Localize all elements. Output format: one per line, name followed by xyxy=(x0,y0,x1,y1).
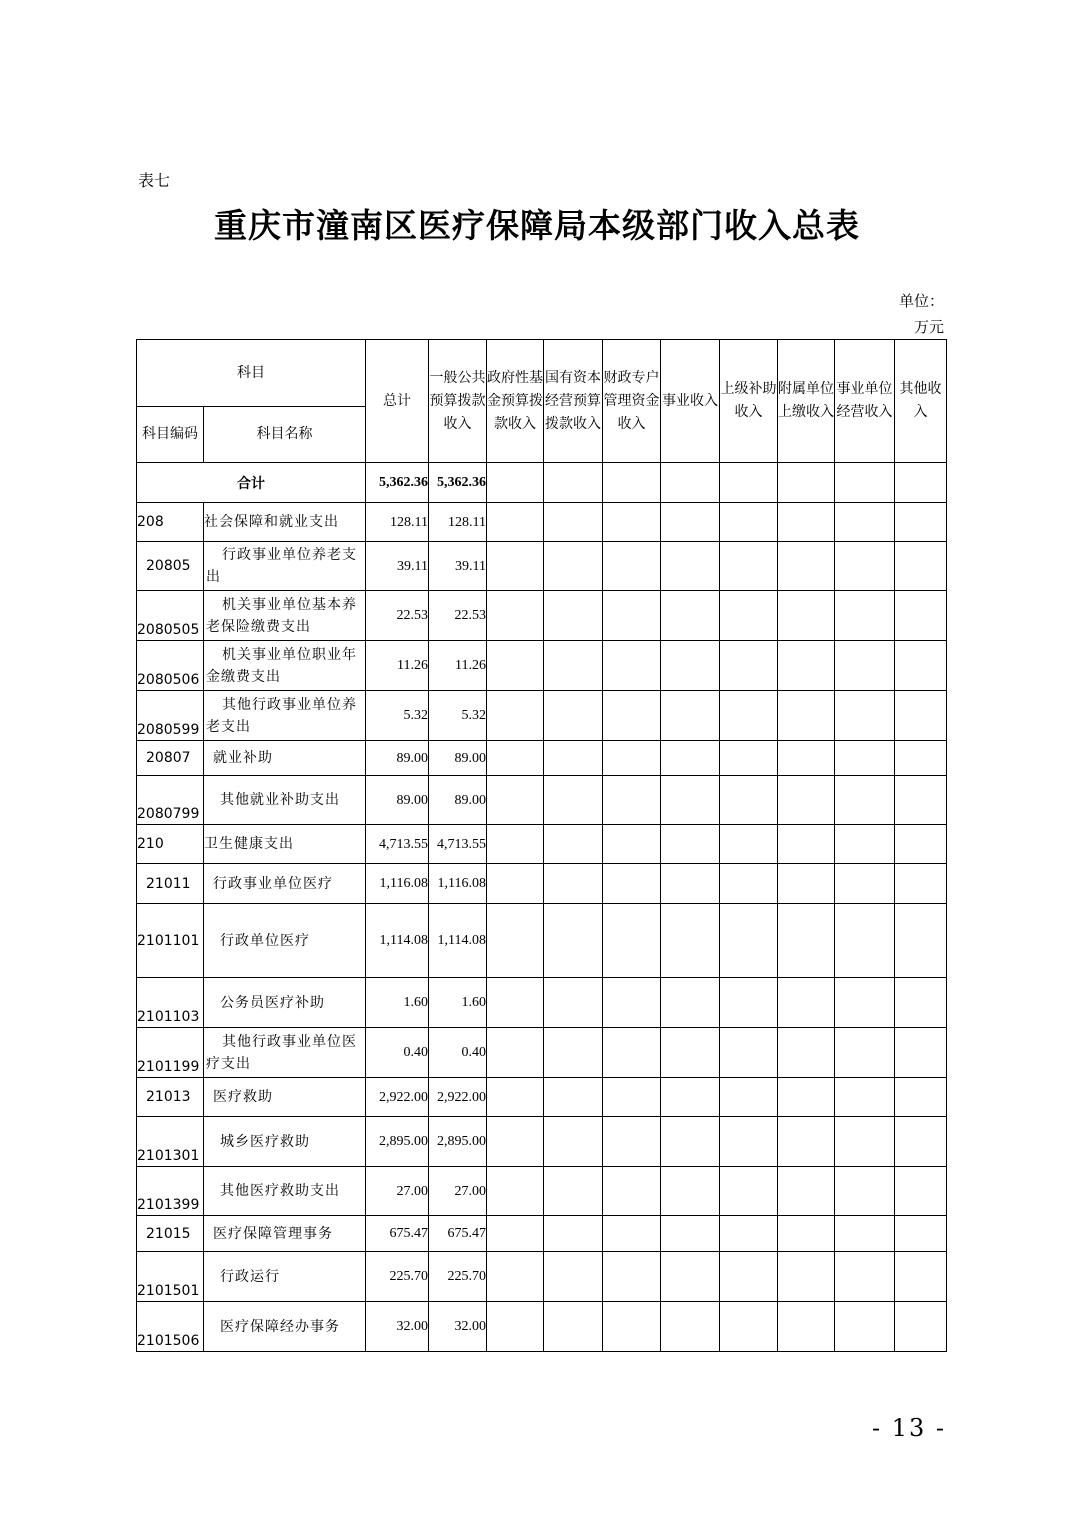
general-budget-cell: 675.47 xyxy=(429,1216,487,1252)
general-budget-cell: 0.40 xyxy=(429,1028,487,1078)
subject-name: 医疗保障经办事务 xyxy=(204,1302,366,1352)
subject-code: 2080799 xyxy=(137,776,204,825)
general-budget-cell: 39.11 xyxy=(429,542,487,591)
subject-name: 行政事业单位养老支出 xyxy=(204,542,366,591)
total-cell: 2,895.00 xyxy=(366,1117,429,1167)
unit-line-1: 单位： xyxy=(898,292,944,310)
subject-name: 卫生健康支出 xyxy=(204,825,366,864)
subject-code: 2101399 xyxy=(137,1167,204,1216)
table-row xyxy=(137,776,947,825)
subject-name: 就业补助 xyxy=(204,741,366,776)
general-budget-cell: 22.53 xyxy=(429,591,487,641)
header-state-capital: 国有资本经营预算拨款收入 xyxy=(544,340,603,463)
total-cell: 4,713.55 xyxy=(366,825,429,864)
general-budget-cell: 1,114.08 xyxy=(429,904,487,978)
total-cell: 1,114.08 xyxy=(366,904,429,978)
page-number: - 13 - xyxy=(871,1414,946,1442)
subject-name: 医疗救助 xyxy=(204,1078,366,1117)
subject-name: 医疗保障管理事务 xyxy=(204,1216,366,1252)
total-cell: 89.00 xyxy=(366,776,429,825)
table-row xyxy=(137,1167,947,1216)
subject-code: 2101101 xyxy=(137,904,204,978)
subject-code: 2101199 xyxy=(137,1028,204,1078)
table-row xyxy=(137,1216,947,1252)
subject-code: 20805 xyxy=(137,542,204,591)
header-superior-subsidy: 上级补助收入 xyxy=(720,340,778,463)
header-general-budget: 一般公共预算拨款收入 xyxy=(429,340,487,463)
subject-code: 20807 xyxy=(137,741,204,776)
table-row xyxy=(137,1078,947,1117)
header-gov-fund: 政府性基金预算拨款收入 xyxy=(487,340,544,463)
subject-name: 城乡医疗救助 xyxy=(204,1117,366,1167)
total-cell: 39.11 xyxy=(366,542,429,591)
total-cell: 225.70 xyxy=(366,1252,429,1302)
subject-code: 2101301 xyxy=(137,1117,204,1167)
total-row xyxy=(137,463,947,503)
total-cell: 11.26 xyxy=(366,641,429,691)
header-name: 科目名称 xyxy=(204,407,366,463)
total-cell: 1.60 xyxy=(366,978,429,1028)
general-budget-cell: 1.60 xyxy=(429,978,487,1028)
total-label: 合计 xyxy=(137,463,366,503)
general-budget-cell: 89.00 xyxy=(429,741,487,776)
subject-code: 2101103 xyxy=(137,978,204,1028)
subject-code: 2080599 xyxy=(137,691,204,741)
subject-name: 行政事业单位医疗 xyxy=(204,864,366,904)
unit-label xyxy=(864,288,944,340)
table-row xyxy=(137,691,947,741)
table-row xyxy=(137,1028,947,1078)
income-table xyxy=(136,339,947,1352)
general-budget-cell: 1,116.08 xyxy=(429,864,487,904)
total-cell: 0.40 xyxy=(366,1028,429,1078)
table-row xyxy=(137,1117,947,1167)
general-budget-cell: 2,895.00 xyxy=(429,1117,487,1167)
header-other-income: 其他收入 xyxy=(895,340,947,463)
general-budget-cell: 11.26 xyxy=(429,641,487,691)
table-row xyxy=(137,904,947,978)
subject-name: 其他就业补助支出 xyxy=(204,776,366,825)
general-budget-cell: 128.11 xyxy=(429,503,487,542)
total-cell: 27.00 xyxy=(366,1167,429,1216)
subject-name: 社会保障和就业支出 xyxy=(204,503,366,542)
total-cell: 5,362.36 xyxy=(366,463,429,503)
general-budget-cell: 4,713.55 xyxy=(429,825,487,864)
table-row xyxy=(137,825,947,864)
subject-code: 2101501 xyxy=(137,1252,204,1302)
general-budget-cell: 225.70 xyxy=(429,1252,487,1302)
subject-code: 2101506 xyxy=(137,1302,204,1352)
header-subject: 科目 xyxy=(137,340,366,407)
total-cell: 22.53 xyxy=(366,591,429,641)
table-label: 表七 xyxy=(138,171,171,190)
subject-code: 2080506 xyxy=(137,641,204,691)
total-cell: 128.11 xyxy=(366,503,429,542)
subject-name: 机关事业单位基本养老保险缴费支出 xyxy=(204,591,366,641)
header-total: 总计 xyxy=(366,340,429,463)
header-affiliated-remit: 附属单位上缴收入 xyxy=(778,340,835,463)
subject-name: 其他行政事业单位医疗支出 xyxy=(204,1028,366,1078)
table-row xyxy=(137,503,947,542)
general-budget-cell: 89.00 xyxy=(429,776,487,825)
table-row xyxy=(137,864,947,904)
header-business-income: 事业收入 xyxy=(661,340,720,463)
page-title: 重庆市潼南区医疗保障局本级部门收入总表 xyxy=(214,206,860,245)
table-row xyxy=(137,978,947,1028)
subject-name: 行政运行 xyxy=(204,1252,366,1302)
header-code: 科目编码 xyxy=(137,407,204,463)
general-budget-cell: 2,922.00 xyxy=(429,1078,487,1117)
total-cell: 1,116.08 xyxy=(366,864,429,904)
total-cell: 675.47 xyxy=(366,1216,429,1252)
subject-name: 机关事业单位职业年金缴费支出 xyxy=(204,641,366,691)
table-row xyxy=(137,542,947,591)
subject-name: 行政单位医疗 xyxy=(204,904,366,978)
total-cell: 2,922.00 xyxy=(366,1078,429,1117)
subject-code: 21015 xyxy=(137,1216,204,1252)
table-row xyxy=(137,641,947,691)
table-row xyxy=(137,1252,947,1302)
general-budget-cell: 27.00 xyxy=(429,1167,487,1216)
subject-code: 208 xyxy=(137,503,204,542)
total-cell: 5.32 xyxy=(366,691,429,741)
general-budget-cell: 5.32 xyxy=(429,691,487,741)
general-budget-cell: 5,362.36 xyxy=(429,463,487,503)
table-row xyxy=(137,1302,947,1352)
subject-code: 210 xyxy=(137,825,204,864)
header-fiscal-special: 财政专户管理资金收入 xyxy=(603,340,661,463)
subject-code: 21013 xyxy=(137,1078,204,1117)
unit-line-2: 万元 xyxy=(913,318,944,336)
general-budget-cell: 32.00 xyxy=(429,1302,487,1352)
total-cell: 89.00 xyxy=(366,741,429,776)
total-cell: 32.00 xyxy=(366,1302,429,1352)
subject-name: 其他行政事业单位养老支出 xyxy=(204,691,366,741)
table-row xyxy=(137,741,947,776)
subject-code: 2080505 xyxy=(137,591,204,641)
subject-code: 21011 xyxy=(137,864,204,904)
table-row xyxy=(137,591,947,641)
subject-name: 其他医疗救助支出 xyxy=(204,1167,366,1216)
header-business-operation: 事业单位经营收入 xyxy=(835,340,895,463)
subject-name: 公务员医疗补助 xyxy=(204,978,366,1028)
